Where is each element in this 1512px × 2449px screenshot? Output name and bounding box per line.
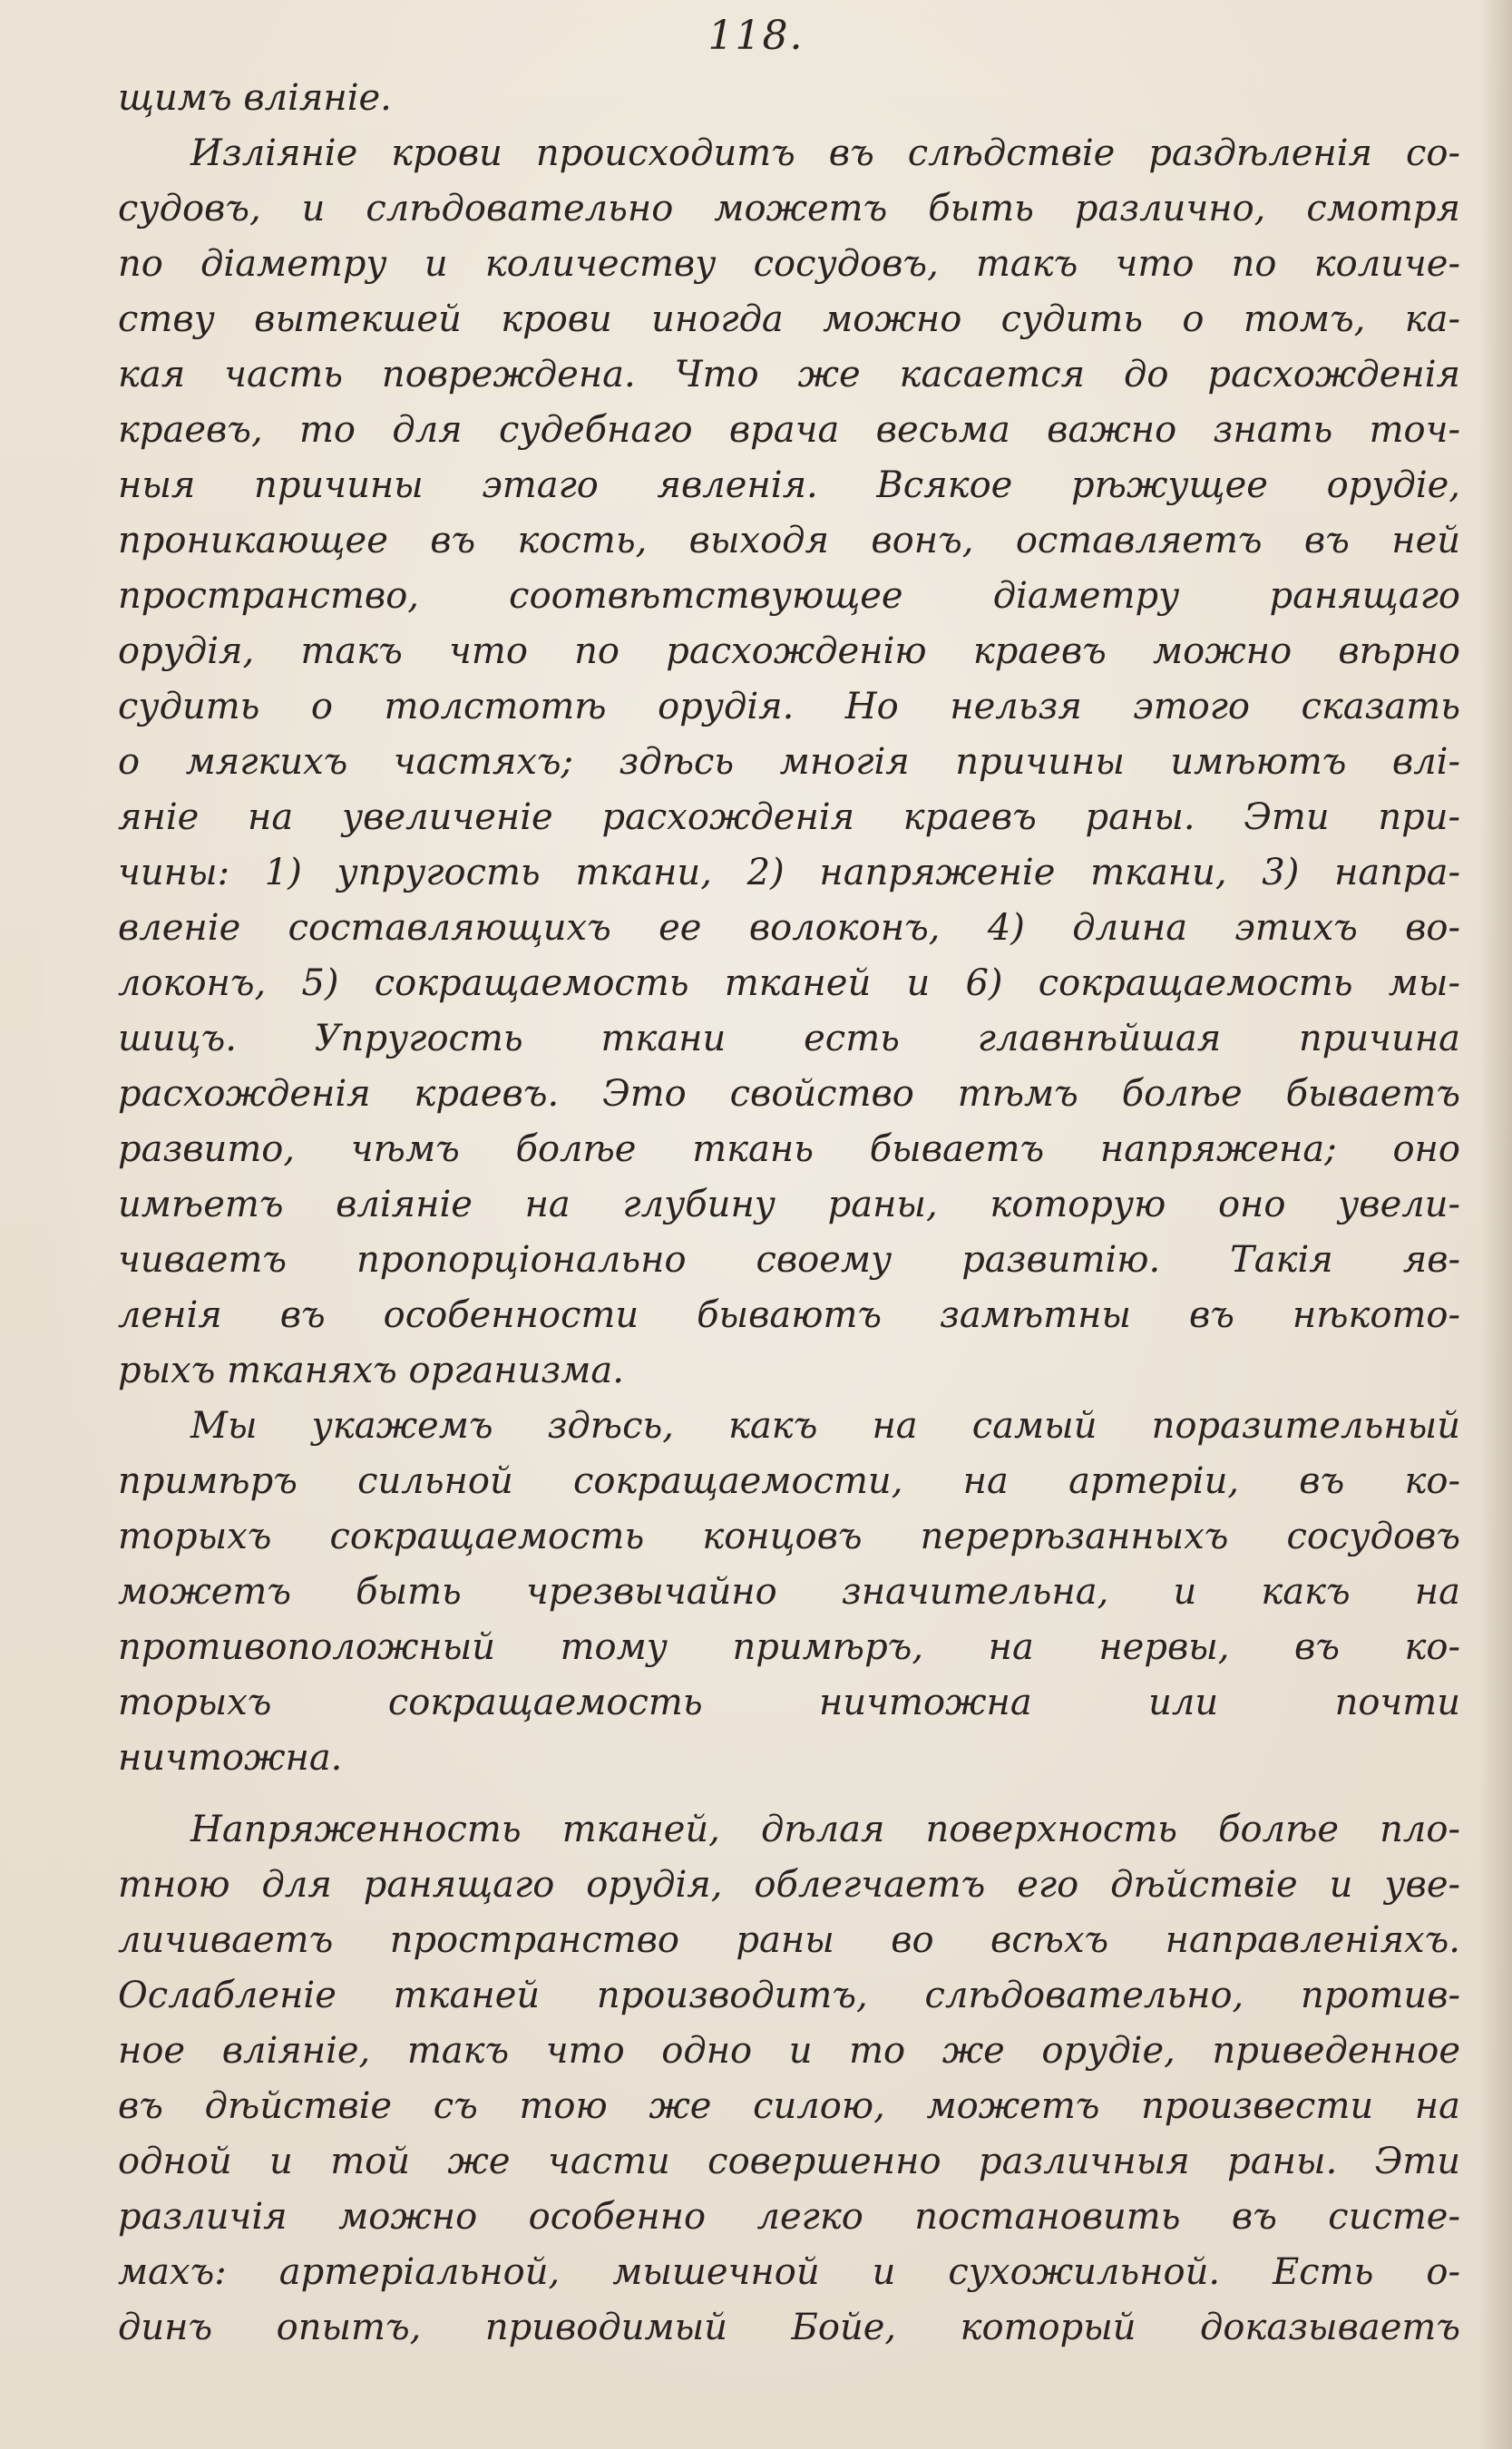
text-line: Мы укажемъ здѣсь, какъ на самый поразительный — [190, 1405, 1460, 1447]
text-line: динъ опытъ, приводимый Бойе, который доказываетъ — [118, 2307, 1460, 2348]
text-line: ное вліяніе, такъ что одно и то же орудіе, приведенное — [118, 2030, 1460, 2072]
text-line: имѣетъ вліяніе на глубину раны, которую оно увели- — [118, 1184, 1460, 1225]
page-number: 118. — [707, 13, 805, 59]
text-line: локонъ, 5) сокращаемость тканей и 6) сокращаемость мы- — [118, 962, 1460, 1004]
text-line: расхожденія краевъ. Это свойство тѣмъ болѣе бываетъ — [118, 1073, 1460, 1115]
text-line: Напряженность тканей, дѣлая поверхность болѣе пло- — [190, 1809, 1460, 1850]
text-line: щимъ вліяніе. — [118, 77, 392, 119]
text-line: можетъ быть чрезвычайно значительна, и какъ на — [118, 1571, 1460, 1613]
text-line: судовъ, и слѣдовательно можетъ быть различно, смотря — [118, 188, 1460, 229]
text-line: Изліяніе крови происходитъ въ слѣдствіе раздѣленія со- — [190, 132, 1460, 174]
handwritten-text-body — [118, 71, 1460, 2356]
text-line: чиваетъ пропорціонально своему развитію. Такія яв- — [118, 1239, 1460, 1281]
text-line: о мягкихъ частяхъ; здѣсь многія причины имѣютъ влі- — [118, 741, 1460, 783]
text-line: личиваетъ пространство раны во всѣхъ направленіяхъ. — [118, 1919, 1460, 1961]
text-line: по діаметру и количеству сосудовъ, такъ что по количе- — [118, 243, 1460, 285]
text-line: махъ: артеріальной, мышечной и сухожильной. Есть о- — [118, 2251, 1460, 2293]
text-line: ничтожна. — [118, 1737, 343, 1779]
text-line: ству вытекшей крови иногда можно судить о томъ, ка- — [118, 298, 1460, 340]
text-line: орудія, такъ что по расхожденію краевъ можно вѣрно — [118, 630, 1460, 672]
text-line: вленіе составляющихъ ее волоконъ, 4) длина этихъ во- — [118, 907, 1460, 949]
text-line: проникающее въ кость, выходя вонъ, оставляетъ въ ней — [118, 520, 1460, 561]
text-line: судить о толстотѣ орудія. Но нельзя этого сказать — [118, 686, 1460, 727]
text-line: рыхъ тканяхъ организма. — [118, 1350, 624, 1391]
text-line: торыхъ сокращаемость ничтожна или почти — [118, 1682, 1460, 1723]
text-line: кая часть повреждена. Что же касается до расхожденія — [118, 354, 1460, 395]
text-line: пространство, соотвѣтствующее діаметру ранящаго — [118, 575, 1460, 617]
text-line: ныя причины этаго явленія. Всякое рѣжущее орудіе, — [118, 464, 1460, 506]
text-line: краевъ, то для судебнаго врача весьма важно знать точ- — [118, 409, 1460, 451]
text-line: въ дѣйствіе съ тою же силою, можетъ произвести на — [118, 2085, 1460, 2127]
text-line: развито, чѣмъ болѣе ткань бываетъ напряжена; оно — [118, 1128, 1460, 1170]
text-line: примѣръ сильной сокращаемости, на артеріи, въ ко- — [118, 1460, 1460, 1502]
text-line: шицъ. Упругость ткани есть главнѣйшая причина — [118, 1018, 1460, 1059]
text-line: чины: 1) упругость ткани, 2) напряженіе ткани, 3) напра- — [118, 852, 1460, 893]
text-line: различія можно особенно легко постановить въ систе- — [118, 2196, 1460, 2238]
text-line: одной и той же части совершенно различныя раны. Эти — [118, 2141, 1460, 2182]
paragraph-gap — [118, 1786, 1460, 1802]
text-line: Ослабленіе тканей производитъ, слѣдовательно, против- — [118, 1975, 1460, 2016]
text-line: ленія въ особенности бываютъ замѣтны въ нѣкото- — [118, 1294, 1460, 1336]
text-line: торыхъ сокращаемость концовъ перерѣзанныхъ сосудовъ — [118, 1516, 1460, 1557]
text-line: яніе на увеличеніе расхожденія краевъ раны. Эти при- — [118, 796, 1460, 838]
text-line: тною для ранящаго орудія, облегчаетъ его дѣйствіе и уве- — [118, 1864, 1460, 1906]
text-line: противоположный тому примѣръ, на нервы, въ ко- — [118, 1626, 1460, 1668]
